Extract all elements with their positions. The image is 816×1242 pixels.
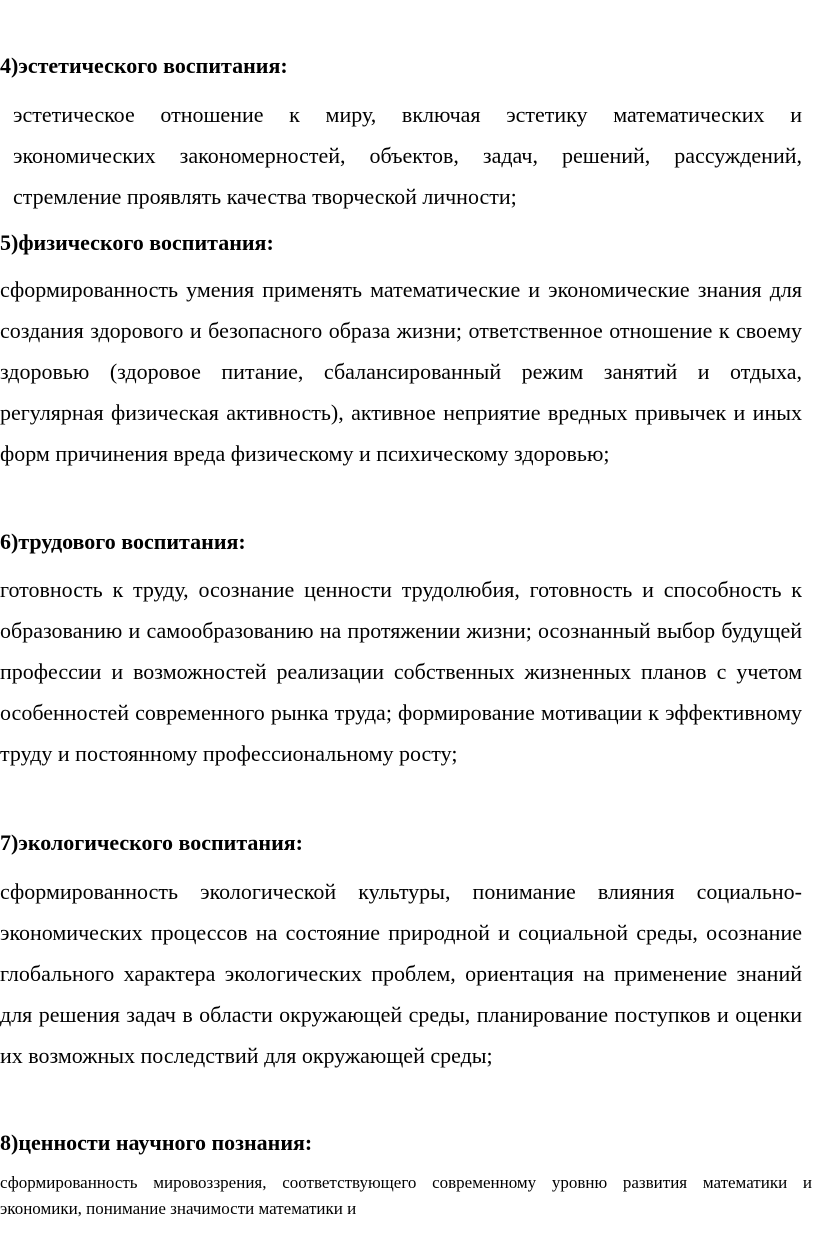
section-text-ecological: сформированность экологической культуры, понимание влияния социально-экономических процессов на состояние природной и социальной среды, осознание глобального характера экологических проблем, ориентация на применение знаний для решения задач в области окружающей среды, планирование поступков и оценки их возможных последствий для окружающей среды; <box>0 879 802 1068</box>
section-heading-aesthetic: 4)эстетического воспитания: <box>0 53 288 78</box>
section-text-aesthetic: эстетическое отношение к миру, включая эстетику математических и экономических закономерностей, объектов, задач, решений, рассуждений, стремление проявлять качества творческой личности; <box>13 102 802 209</box>
section-heading-physical: 5)физического воспитания: <box>0 230 274 255</box>
section-text-labor: готовность к труду, осознание ценности трудолюбия, готовность и способность к образованию и самообразованию на протяжении жизни; осознанный выбор будущей профессии и возможностей реализации собственных жизненных планов с учетом особенностей современного рынка труда; формирование мотивации к эффективному труду и постоянному профессиональному росту; <box>0 577 802 766</box>
section-heading-labor: 6)трудового воспитания: <box>0 529 246 554</box>
section-heading-scientific: 8)ценности научного познания: <box>0 1130 313 1155</box>
section-text-physical: сформированность умения применять математические и экономические знания для создания здорового и безопасного образа жизни; ответственное отношение к своему здоровью (здоровое питание, сбалансированный режим занятий и отдыха, регулярная физическая активность), активное неприятие вредных привычек и иных форм причинения вреда физическому и психическому здоровью; <box>0 277 802 466</box>
section-heading-ecological: 7)экологического воспитания: <box>0 830 303 855</box>
section-text-scientific: сформированность мировоззрения, соответствующего современному уровню развития математики и экономики, понимание значимости математики и <box>0 1173 812 1218</box>
